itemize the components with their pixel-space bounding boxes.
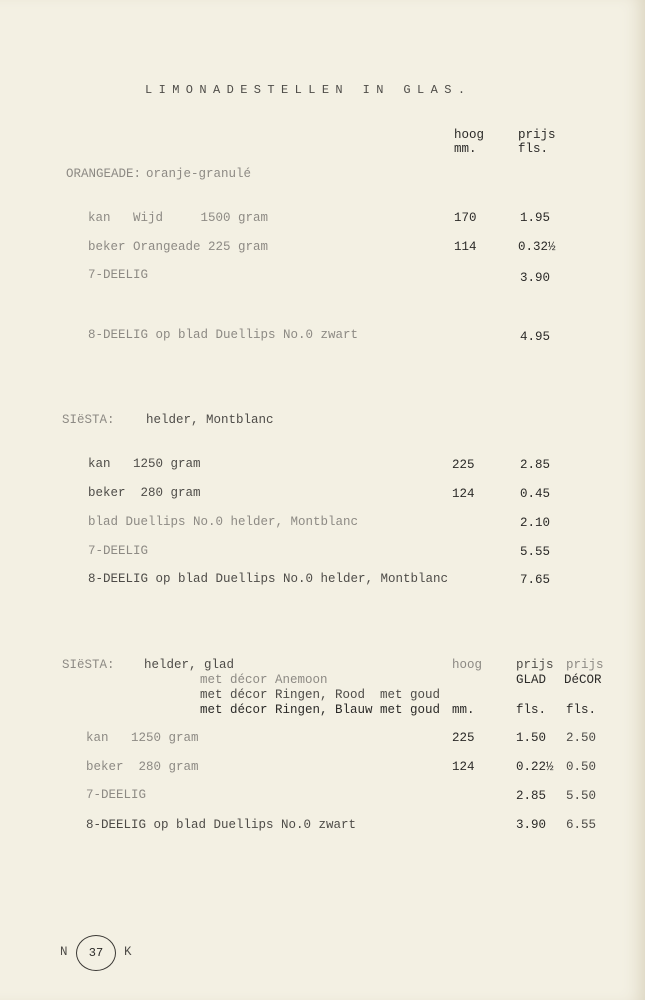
item-name: beker 280 gram [88, 486, 201, 500]
item-name: kan 1250 gram [86, 731, 199, 745]
section-siesta-desc-line: met décor Ringen, Rood met goud [200, 688, 441, 702]
col-header-decor: DéCOR [564, 673, 602, 687]
col-header-fls-glad: fls. [516, 703, 547, 717]
footer-left-letter: N [60, 945, 68, 959]
item-prijs: 2.10 [520, 516, 551, 530]
item-name: 7-DEELIG [86, 788, 147, 802]
item-name: 8-DEELIG op blad Duellips No.0 zwart [88, 328, 359, 342]
footer-right-letter: K [124, 945, 132, 959]
item-prijs: 4.95 [520, 330, 551, 344]
item-prijs-glad: 1.50 [516, 731, 547, 745]
item-prijs-decor: 0.50 [566, 760, 597, 774]
page-title: LIMONADESTELLEN IN GLAS. [145, 83, 472, 97]
page-number-stamp: 37 [76, 935, 116, 971]
item-name: 8-DEELIG op blad Duellips No.0 helder, Montblanc [88, 572, 449, 586]
col-header-prijs-decor: prijs [566, 658, 604, 672]
col-header-prijs-glad: prijs [516, 658, 554, 672]
item-prijs-glad: 3.90 [516, 818, 547, 832]
col-header-mm: mm. [454, 142, 477, 156]
section-siesta-desc: helder, Montblanc [146, 413, 274, 427]
item-name: blad Duellips No.0 helder, Montblanc [88, 515, 359, 529]
section-siesta-label: SIëSTA: [62, 658, 115, 672]
item-prijs: 1.95 [520, 211, 551, 225]
col-header-prijs: prijs [518, 128, 556, 142]
col-header-hoog: hoog [454, 128, 485, 142]
item-prijs-glad: 0.22½ [516, 760, 554, 774]
col-header-fls-decor: fls. [566, 703, 597, 717]
item-name: kan Wijd 1500 gram [88, 211, 269, 225]
item-prijs-decor: 6.55 [566, 818, 597, 832]
item-name: 8-DEELIG op blad Duellips No.0 zwart [86, 818, 357, 832]
item-hoog: 124 [452, 487, 475, 501]
item-prijs: 0.45 [520, 487, 551, 501]
item-hoog: 114 [454, 240, 477, 254]
col-header-fls: fls. [518, 142, 549, 156]
col-header-mm: mm. [452, 703, 475, 717]
item-hoog: 124 [452, 760, 475, 774]
item-hoog: 170 [454, 211, 477, 225]
section-siesta-label: SIëSTA: [62, 413, 115, 427]
col-header-hoog: hoog [452, 658, 483, 672]
item-prijs: 5.55 [520, 545, 551, 559]
item-hoog: 225 [452, 458, 475, 472]
section-siesta-desc-line: met décor Ringen, Blauw met goud [200, 703, 441, 717]
item-prijs: 3.90 [520, 271, 551, 285]
item-prijs-decor: 5.50 [566, 789, 597, 803]
item-prijs: 2.85 [520, 458, 551, 472]
item-prijs: 0.32½ [518, 240, 556, 254]
item-name: 7-DEELIG [88, 268, 149, 282]
item-prijs-glad: 2.85 [516, 789, 547, 803]
item-name: 7-DEELIG [88, 544, 149, 558]
section-orangeade-desc: oranje-granulé [146, 167, 252, 181]
item-name: beker Orangeade 225 gram [88, 240, 269, 254]
item-name: beker 280 gram [86, 760, 199, 774]
section-siesta-desc-line: helder, glad [144, 658, 235, 672]
section-siesta-desc-line: met décor Anemoon [200, 673, 328, 687]
item-prijs-decor: 2.50 [566, 731, 597, 745]
col-header-glad: GLAD [516, 673, 547, 687]
section-orangeade-label: ORANGEADE: [66, 167, 142, 181]
item-name: kan 1250 gram [88, 457, 201, 471]
item-prijs: 7.65 [520, 573, 551, 587]
item-hoog: 225 [452, 731, 475, 745]
